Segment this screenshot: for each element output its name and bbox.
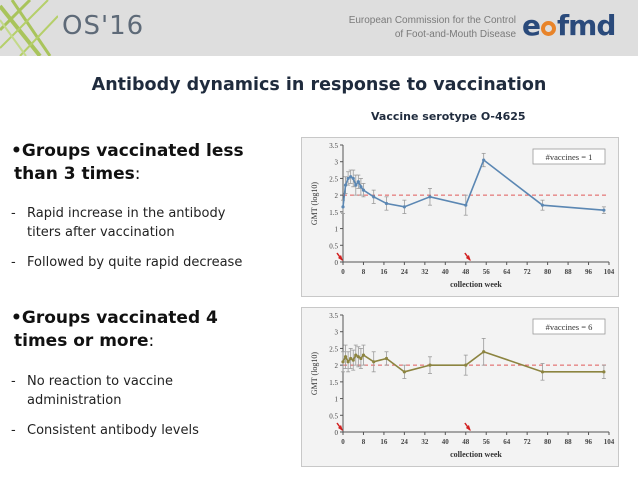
data-point [359, 357, 362, 360]
data-point [602, 209, 605, 212]
x-axis-label: collection week [450, 450, 502, 459]
section-heading-1-colon: : [134, 164, 141, 184]
x-tick-label: 16 [380, 438, 388, 446]
organization-name-line2: of Foot-and-Mouth Disease [394, 29, 516, 40]
header-banner [0, 0, 638, 56]
bullet-text-line2: administration [27, 393, 122, 408]
x-axis-label: collection week [450, 280, 502, 289]
data-point [354, 184, 357, 187]
data-point [541, 204, 544, 207]
data-point [344, 355, 347, 358]
data-point [428, 364, 431, 367]
y-tick-label: 1 [334, 225, 338, 234]
x-tick-label: 0 [341, 438, 345, 446]
section-heading-2-line2: times or more [14, 331, 149, 351]
bullet-item [11, 253, 243, 272]
x-tick-label: 24 [400, 268, 408, 276]
data-point [541, 370, 544, 373]
y-tick-label: 3 [334, 158, 338, 167]
y-tick-label: 0.5 [329, 412, 338, 421]
y-tick-label: 2 [334, 192, 338, 201]
y-tick-label: 0 [334, 429, 338, 437]
y-tick-label: 0.5 [329, 242, 338, 251]
y-tick-label: 3.5 [329, 142, 338, 150]
data-point [428, 195, 431, 198]
bullet-item [11, 204, 226, 242]
data-point [385, 202, 388, 205]
y-tick-label: 2.5 [329, 345, 338, 354]
section-heading-1 [11, 140, 244, 186]
x-tick-label: 48 [462, 438, 470, 446]
section-heading-2-colon: : [148, 331, 155, 351]
bullet-text-line2: titers after vaccination [27, 225, 175, 240]
data-point [359, 185, 362, 188]
chart-vaccines-6 [301, 307, 619, 467]
section-heading-1-line1: •Groups vaccinated less [11, 141, 244, 161]
data-point [482, 158, 485, 161]
section-heading-2 [11, 307, 218, 353]
legend-label: #vaccines = 1 [545, 152, 593, 162]
x-tick-label: 16 [380, 268, 388, 276]
vaccine-serotype-label: Vaccine serotype O-4625 [371, 110, 526, 123]
data-point [362, 189, 365, 192]
y-tick-label: 2 [334, 362, 338, 371]
event-title: OS'16 [62, 11, 145, 41]
bullet-item [11, 421, 199, 440]
bullet-text-line1: Followed by quite rapid decrease [27, 255, 243, 270]
x-tick-label: 96 [585, 438, 593, 446]
x-tick-label: 8 [361, 438, 366, 446]
x-tick-label: 64 [503, 438, 511, 446]
data-point [352, 177, 355, 180]
x-tick-label: 104 [603, 268, 615, 276]
x-tick-label: 80 [544, 268, 552, 276]
data-point [372, 195, 375, 198]
data-point [347, 360, 350, 363]
data-point [344, 184, 347, 187]
data-point [341, 360, 344, 363]
bullet-dash: - [11, 206, 16, 221]
y-tick-label: 0 [334, 259, 338, 267]
x-tick-label: 40 [441, 268, 449, 276]
x-tick-label: 32 [421, 268, 429, 276]
data-point [372, 360, 375, 363]
x-tick-label: 88 [564, 438, 572, 446]
section-heading-2-line1: •Groups vaccinated 4 [11, 308, 218, 328]
bullet-dash: - [11, 374, 16, 389]
y-axis-label: GMT (log10) [310, 181, 319, 226]
y-tick-label: 1.5 [329, 208, 338, 217]
data-point [602, 370, 605, 373]
y-axis-label: GMT (log10) [310, 351, 319, 396]
bullet-text-line1: Rapid increase in the antibody [27, 206, 226, 221]
y-tick-label: 1.5 [329, 378, 338, 387]
x-tick-label: 56 [482, 438, 490, 446]
decorative-lines-graphic [0, 0, 58, 56]
chart-vaccines-1 [301, 137, 619, 297]
eufmd-logo [522, 9, 615, 42]
y-tick-label: 1 [334, 395, 338, 404]
x-tick-label: 72 [523, 268, 531, 276]
x-tick-label: 56 [482, 268, 490, 276]
data-point [403, 370, 406, 373]
logo-prefix: e [522, 9, 540, 42]
y-tick-label: 2.5 [329, 175, 338, 184]
bullet-text-line1: No reaction to vaccine [27, 374, 174, 389]
data-point [357, 180, 360, 183]
x-tick-label: 0 [341, 268, 345, 276]
legend-label: #vaccines = 6 [545, 322, 593, 332]
x-tick-label: 80 [544, 438, 552, 446]
x-tick-label: 24 [400, 438, 408, 446]
bullet-dash: - [11, 255, 16, 270]
data-point [464, 364, 467, 367]
data-point [385, 357, 388, 360]
bullet-dash: - [11, 423, 16, 438]
organization-name-line1: European Commission for the Control [348, 15, 516, 26]
data-point [482, 350, 485, 353]
data-point [352, 359, 355, 362]
y-tick-label: 3 [334, 328, 338, 337]
x-tick-label: 48 [462, 268, 470, 276]
logo-dot-icon [541, 21, 556, 36]
x-tick-label: 88 [564, 268, 572, 276]
data-point [464, 204, 467, 207]
x-tick-label: 72 [523, 438, 531, 446]
bullet-item [11, 372, 174, 410]
x-tick-label: 64 [503, 268, 511, 276]
slide-title: Antibody dynamics in response to vaccination [91, 75, 547, 95]
x-tick-label: 104 [603, 438, 615, 446]
x-tick-label: 8 [361, 268, 366, 276]
bullet-text-line1: Consistent antibody levels [27, 423, 199, 438]
data-point [362, 354, 365, 357]
x-tick-label: 40 [441, 438, 449, 446]
y-tick-label: 3.5 [329, 312, 338, 320]
x-tick-label: 96 [585, 268, 593, 276]
x-tick-label: 32 [421, 438, 429, 446]
data-point [403, 205, 406, 208]
data-point [341, 205, 344, 208]
section-heading-1-line2: than 3 times [14, 164, 135, 184]
logo-suffix: fmd [557, 9, 616, 42]
